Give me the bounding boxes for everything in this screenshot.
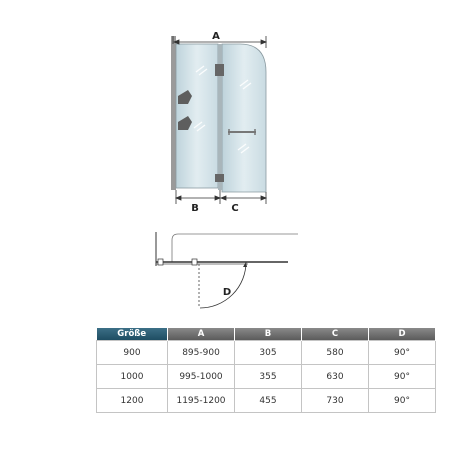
towel-bar [228, 131, 256, 133]
table-row [97, 341, 436, 365]
dimension-b [176, 190, 220, 204]
header-size: Größe [97, 328, 168, 341]
table-row [97, 365, 436, 389]
header-c: C [302, 328, 369, 341]
header-d: D [369, 328, 436, 341]
cell-a: 1195-1200 [168, 389, 235, 413]
wall-profile [171, 36, 176, 190]
hinge-bottom [215, 174, 224, 182]
cell-a: 995-1000 [168, 365, 235, 389]
dimension-d-label: D [222, 287, 232, 298]
cell-d: 90° [369, 365, 436, 389]
plan-swing-arc [200, 262, 246, 308]
cell-c: 580 [302, 341, 369, 365]
cell-a: 895-900 [168, 341, 235, 365]
fixed-glass-panel [176, 44, 218, 188]
cell-size: 900 [97, 341, 168, 365]
cell-c: 630 [302, 365, 369, 389]
cell-d: 90° [369, 341, 436, 365]
swing-glass-panel [222, 44, 266, 192]
size-table [96, 328, 436, 413]
size-table-header [97, 328, 436, 341]
hinge-top [215, 64, 224, 76]
screen-elevation [171, 36, 266, 192]
cell-c: 730 [302, 389, 369, 413]
cell-b: 305 [235, 341, 302, 365]
dimension-a-label: A [212, 31, 220, 42]
dimension-c [221, 192, 266, 204]
cell-b: 455 [235, 389, 302, 413]
cell-d: 90° [369, 389, 436, 413]
header-b: B [235, 328, 302, 341]
dimension-b-label: B [191, 203, 199, 214]
cell-size: 1000 [97, 365, 168, 389]
dimension-c-label: C [231, 203, 239, 214]
cell-b: 355 [235, 365, 302, 389]
plan-bath-rim [172, 234, 298, 262]
plan-bracket-right [192, 259, 197, 265]
cell-size: 1200 [97, 389, 168, 413]
header-a: A [168, 328, 235, 341]
plan-swing-arrow [243, 262, 247, 267]
plan-bracket-left [158, 259, 163, 265]
table-row [97, 389, 436, 413]
